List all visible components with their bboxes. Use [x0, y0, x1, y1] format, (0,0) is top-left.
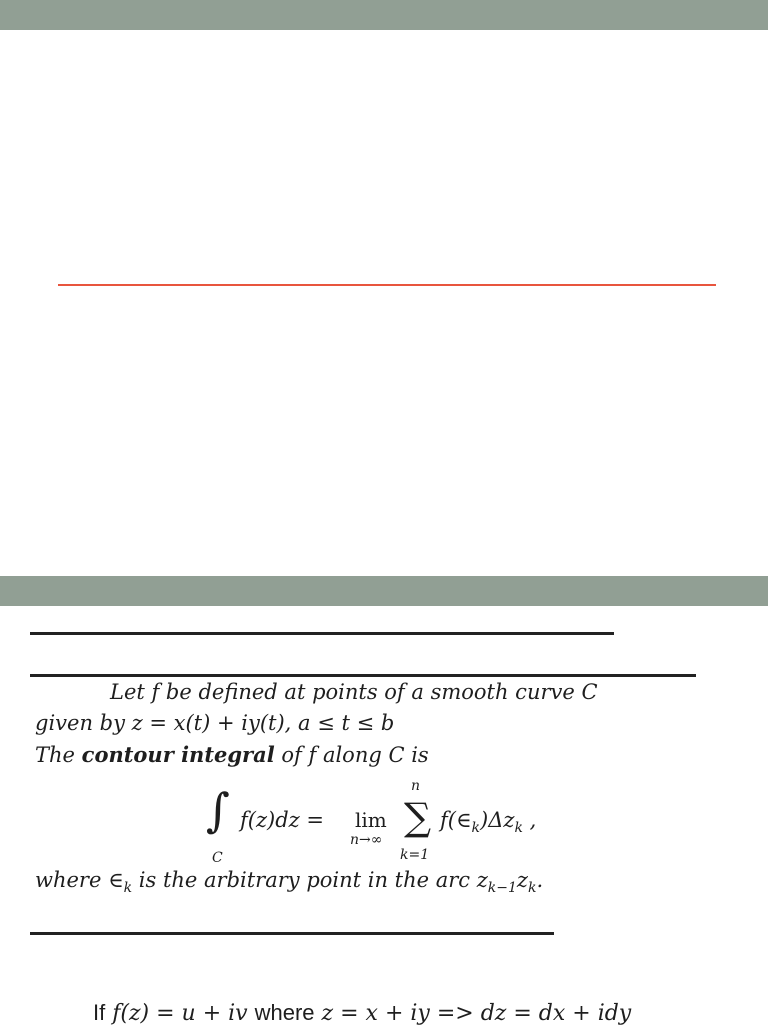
summation-term	[440, 808, 536, 836]
where-z: z	[516, 868, 528, 892]
definition-line-2: given by z = x(t) + iy(t), a ≤ t ≤ b	[35, 711, 395, 735]
slide2-rule-2	[30, 674, 696, 677]
definition-line-1: Let f be defined at points of a smooth curve C	[110, 680, 598, 704]
term-f: f(∈	[440, 808, 472, 832]
sum-upper-limit: n	[411, 778, 421, 794]
where-post: is the arbitrary point in the arc z	[132, 868, 488, 892]
contour-integral-term: contour integral	[81, 742, 275, 767]
where-subscript-k-2: k	[528, 880, 537, 897]
definition-line-3-post: of f along C is	[281, 743, 429, 767]
integrand: f(z)dz =	[240, 808, 324, 832]
limit-operator: lim	[355, 808, 387, 832]
where-subscript-k-1: k−1	[487, 880, 517, 897]
term-comma: ,	[522, 808, 537, 832]
where-end: .	[536, 868, 544, 892]
slide1-title-divider	[58, 284, 716, 286]
sum-lower-limit: k=1	[400, 847, 430, 863]
slide2-header-band	[0, 576, 768, 606]
contour-integral-formula	[200, 775, 600, 870]
dz-expression: z = x + iy => dz = dx + idy	[321, 1001, 632, 1026]
definition-line-3	[35, 742, 429, 767]
f-of-z-expression: f(z) = u + iv	[112, 1001, 248, 1026]
sum-symbol: ∑	[404, 795, 432, 839]
term-delta-z: )Δz	[480, 808, 515, 832]
limit-subscript: n→∞	[350, 832, 383, 848]
where-word: where	[254, 1000, 315, 1025]
term-subscript-2: k	[514, 820, 523, 837]
integral-subscript: C	[212, 850, 223, 866]
slide1-header-band	[0, 0, 768, 30]
slide2-rule-1	[30, 632, 614, 635]
slide2-rule-3	[30, 932, 554, 935]
differential-relation-line	[93, 1000, 631, 1026]
where-subscript-k: k	[123, 880, 133, 897]
definition-line-3-pre: The	[35, 743, 75, 767]
where-pre: where ∈	[35, 868, 124, 892]
if-word: If	[93, 1000, 106, 1025]
where-line	[35, 868, 543, 896]
integral-symbol: ∫	[206, 783, 230, 837]
term-subscript-1: k	[471, 820, 480, 837]
